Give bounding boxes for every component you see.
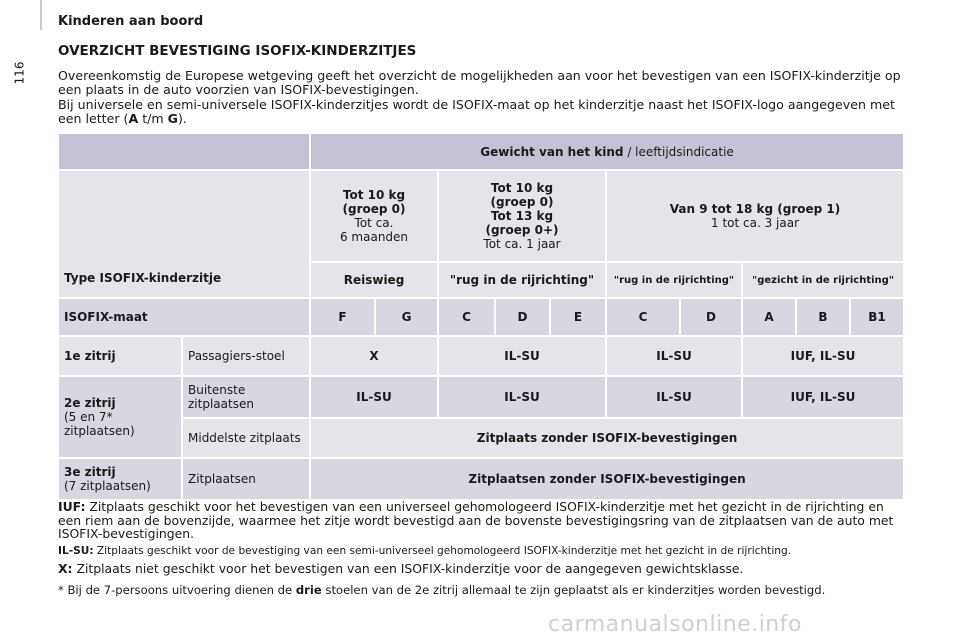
intro-paragraph-1: Overeenkomstig de Europese wetgeving geeft het overzicht de mogelijkheden aan voor het bevestigen van een ISOFIX-kinderzitje op een plaats in de auto voorzien van ISOFIX-bevestigingen. (58, 68, 901, 97)
size-cell: F (310, 298, 375, 336)
seat-position: Middelste zitplaats (182, 418, 310, 458)
isofix-table (57, 132, 905, 501)
seat-type: "gezicht in de rijrichting" (742, 262, 904, 298)
table-row (58, 376, 904, 418)
section-title: OVERZICHT BEVESTIGING ISOFIX-KINDERZITJES (58, 43, 417, 59)
seat-position: Buitenste zitplaatsen (182, 376, 310, 418)
seat-type: Reiswieg (310, 262, 438, 298)
value-cell: X (310, 336, 438, 376)
value-cell: IL-SU (438, 376, 606, 418)
table-row (58, 336, 904, 376)
value-cell: IUF, IL-SU (742, 376, 904, 418)
footnote: * Bij de 7-persoons uitvoering dienen de drie stoelen van de 2e zitrij allemaal te zijn geplaatst als er kinderzitjes worden bevestigd. (58, 582, 826, 597)
legend-notes (58, 500, 906, 601)
size-row (58, 298, 904, 336)
note-x: X: Zitplaats niet geschikt voor het bevestigen van een ISOFIX-kinderzitje voor de aangegeven gewichtsklasse. (58, 561, 744, 576)
watermark-text: carmanualsonline.info (548, 612, 802, 637)
size-cell: B (796, 298, 850, 336)
size-cell: A (742, 298, 796, 336)
weight-row (58, 170, 904, 262)
page-number: 116 (12, 61, 27, 85)
size-cell: D (680, 298, 742, 336)
chapter-title: Kinderen aan boord (58, 14, 204, 29)
seat-type: "rug in de rijrichting" (438, 262, 606, 298)
value-cell: IL-SU (606, 336, 742, 376)
weight-col-3: Van 9 tot 18 kg (groep 1) 1 tot ca. 3 jaar (606, 170, 904, 262)
seat-position: Zitplaatsen (182, 458, 310, 500)
row-label: 1e zitrij (58, 336, 182, 376)
size-cell: C (606, 298, 680, 336)
size-cell: E (550, 298, 606, 336)
size-label: ISOFIX-maat (58, 298, 310, 336)
note-ilsu: IL-SU: Zitplaats geschikt voor de bevestiging van een semi-universeel gehomologeerd ISOFIX-kinderzitje met het gezicht in de rijrichting. (58, 544, 792, 557)
weight-header: Gewicht van het kind / leeftijdsindicatie (310, 133, 904, 170)
value-cell: IL-SU (310, 376, 438, 418)
size-cell: C (438, 298, 495, 336)
no-isofix-note: Zitplaats zonder ISOFIX-bevestigingen (310, 418, 904, 458)
size-cell: G (375, 298, 438, 336)
row-label: 3e zitrij (7 zitplaatsen) (58, 458, 182, 500)
margin-rule (40, 0, 42, 30)
table-header-row (58, 133, 904, 170)
seat-type: "rug in de rijrichting" (606, 262, 742, 298)
row-label: 2e zitrij (5 en 7* zitplaatsen) (58, 376, 182, 458)
size-cell: B1 (850, 298, 904, 336)
weight-col-1: Tot 10 kg (groep 0) Tot ca. 6 maanden (310, 170, 438, 262)
table-row (58, 418, 904, 458)
type-label: Type ISOFIX-kinderzitje (58, 170, 310, 298)
note-iuf: IUF: Zitplaats geschikt voor het bevestigen van een universeel gehomologeerd ISOFIX-kinderzitje met het gezicht in de rijrichting en een riem aan de bovenzijde, waarmee het zitje wordt bevestigd aan de bovenste bevestigingsring van de zitplaatsen van de auto met ISOFIX-bevestigingen. (58, 499, 894, 541)
size-cell: D (495, 298, 550, 336)
value-cell: IL-SU (606, 376, 742, 418)
seat-position: Passagiers-stoel (182, 336, 310, 376)
table-row (58, 458, 904, 500)
value-cell: IUF, IL-SU (742, 336, 904, 376)
intro-text (58, 69, 908, 127)
weight-col-2: Tot 10 kg (groep 0) Tot 13 kg (groep 0+) Tot ca. 1 jaar (438, 170, 606, 262)
value-cell: IL-SU (438, 336, 606, 376)
intro-paragraph-2: Bij universele en semi-universele ISOFIX-kinderzitjes wordt de ISOFIX-maat op het kinderzitje naast het ISOFIX-logo aangegeven met een letter (A t/m G). (58, 97, 895, 126)
no-isofix-note: Zitplaatsen zonder ISOFIX-bevestigingen (310, 458, 904, 500)
